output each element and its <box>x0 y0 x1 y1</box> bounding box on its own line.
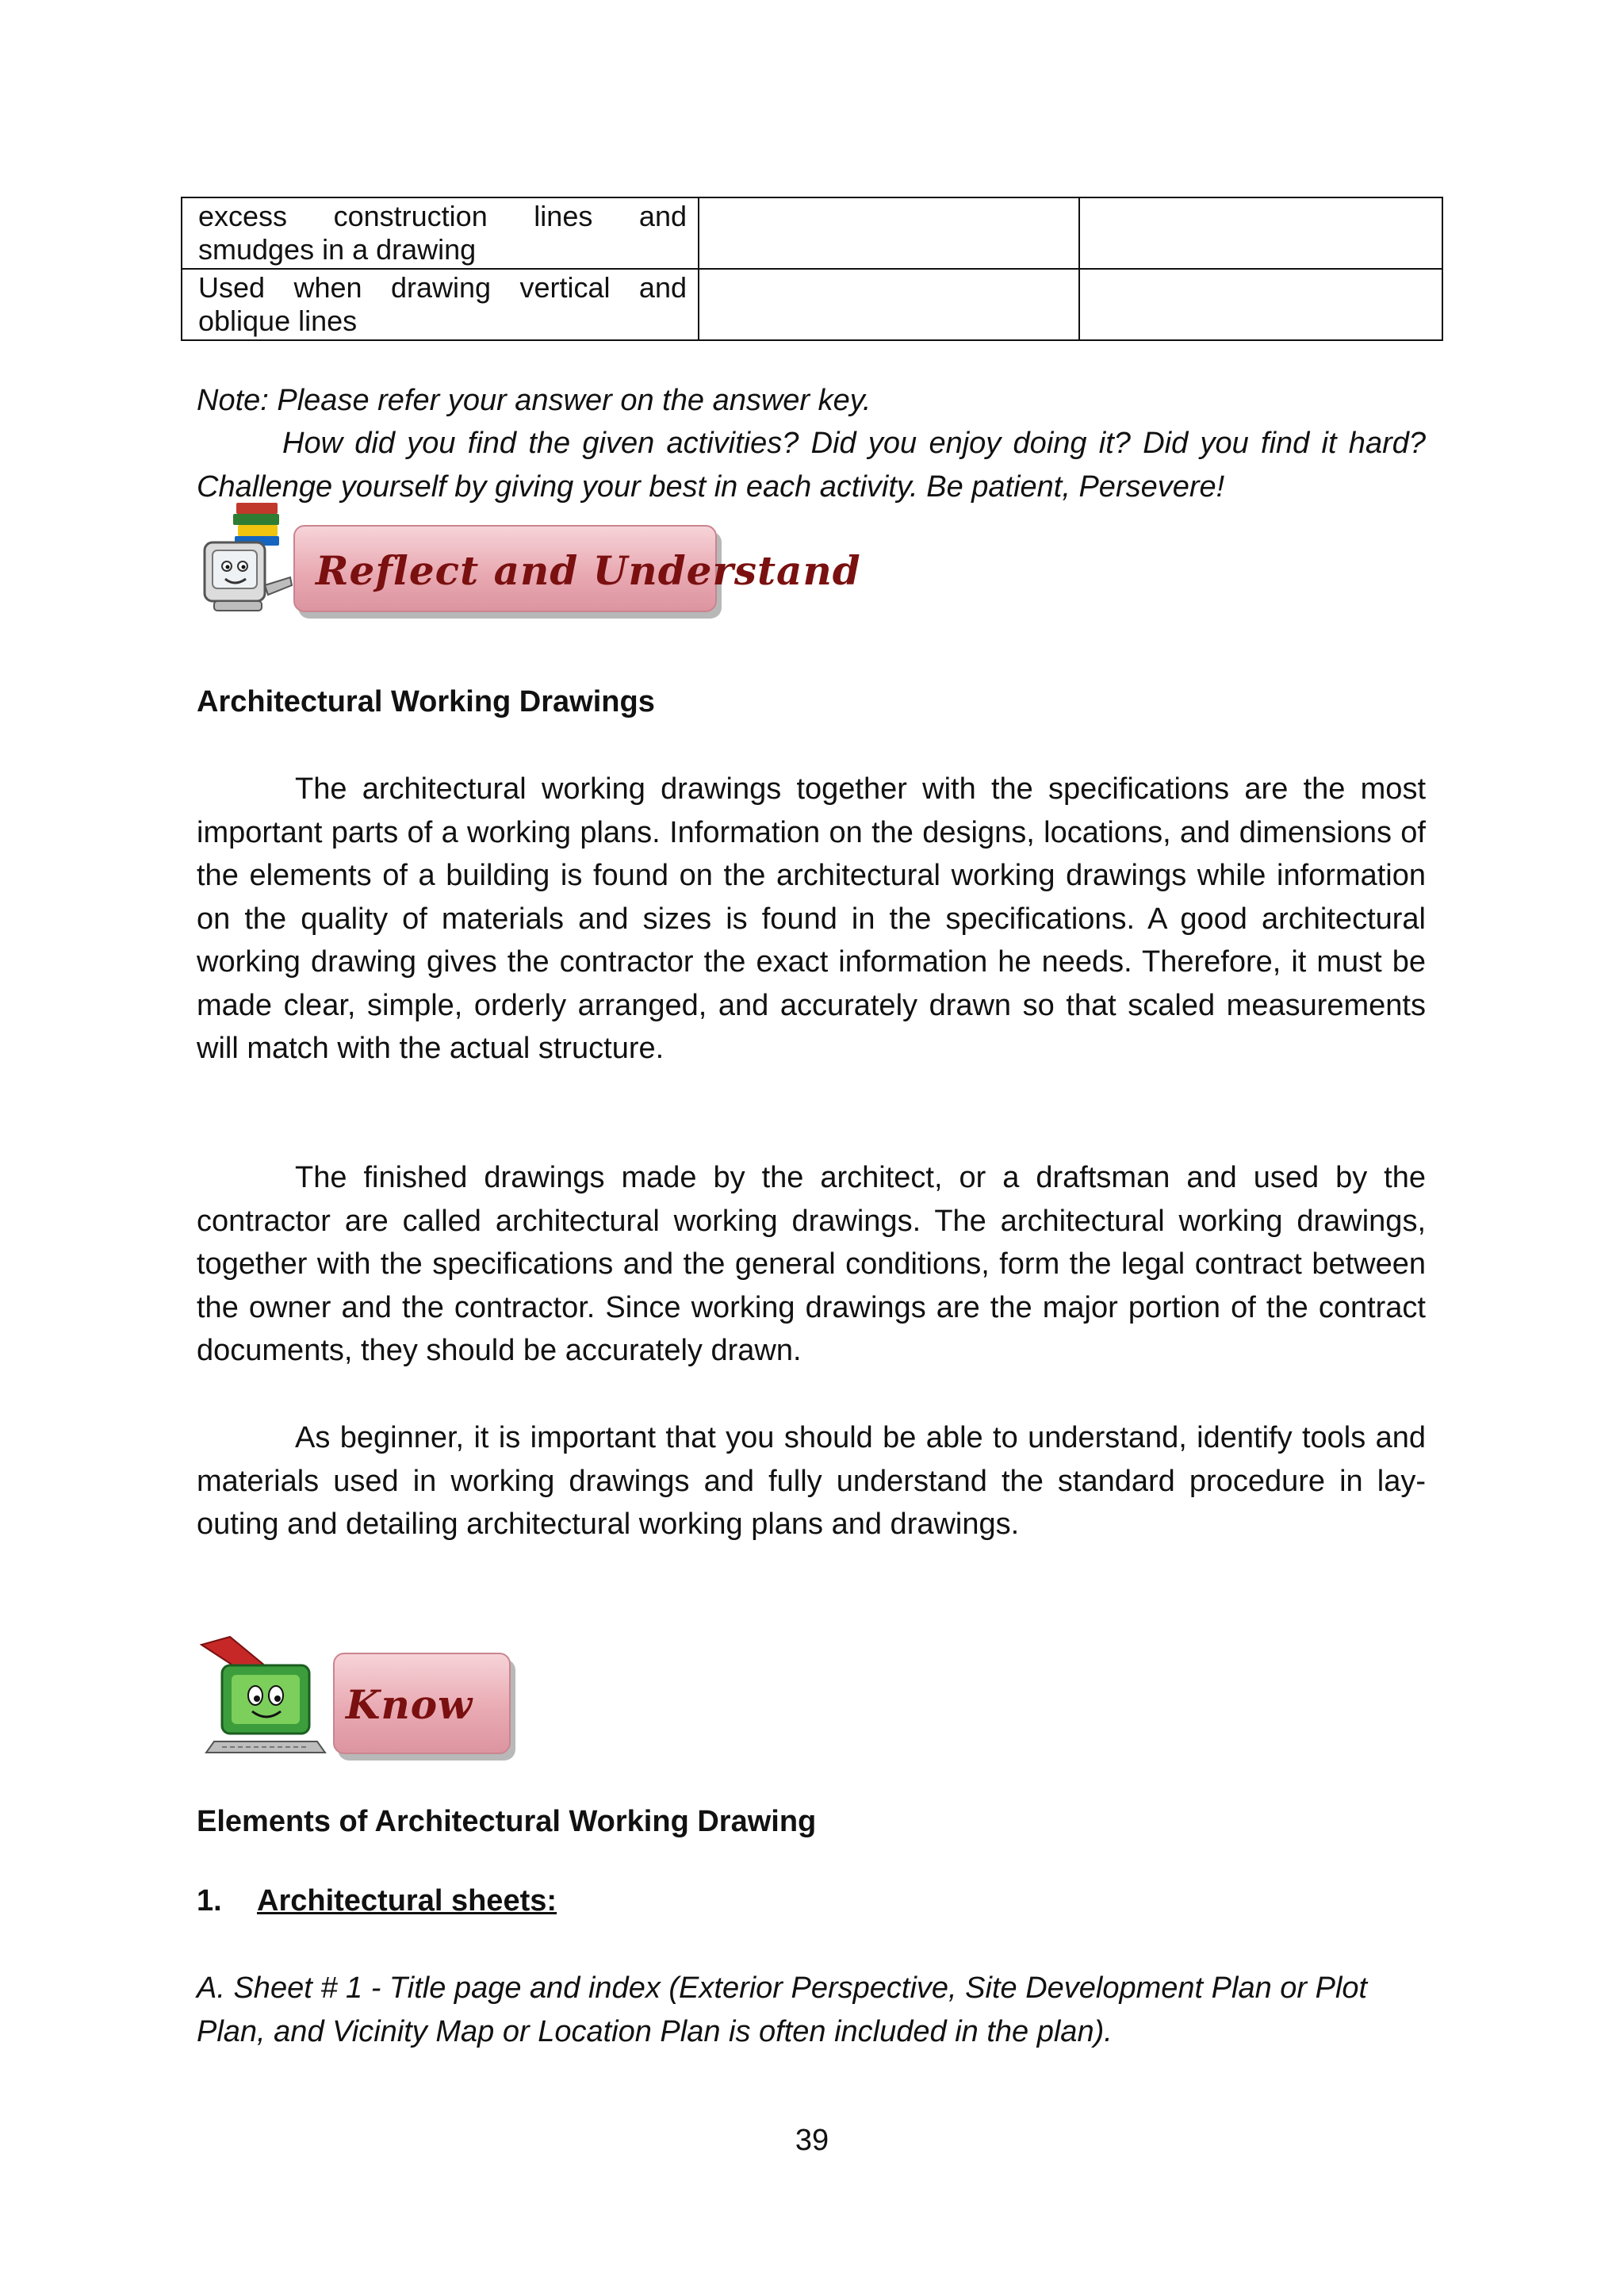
computer-with-books-icon <box>198 498 301 625</box>
table-cell-answer <box>1079 197 1442 269</box>
section-heading: Elements of Architectural Working Drawing <box>197 1805 817 1838</box>
table-cell-answer <box>699 197 1079 269</box>
body-paragraph: The finished drawings made by the architect, or a draftsman and used by the contractor are called architectural working drawings. The architectural working drawings, together with the specifications and the general conditions, form the legal contract between the owner and the contractor. Since working drawings are the major portion of the contract documents, they should be accurately drawn. <box>197 1161 1426 1367</box>
note-line: Note: Please refer your answer on the answer key. <box>197 384 871 417</box>
reflect-understand-banner <box>198 498 861 625</box>
body-paragraph: The architectural working drawings together with the specifications are the most important parts of a working plans. Information on the designs, locations, and dimensions of the elements of a building is found on the architectural working drawings while information on the quality of materials and sizes is found in the specifications. A good architectural working drawing gives the contractor the exact information he needs. Therefore, it must be made clear, simple, orderly arranged, and accurately drawn so that scaled measurements will match with the actual structure. <box>197 772 1426 1065</box>
table-cell-description: Used when drawing vertical and oblique lines <box>182 269 699 340</box>
table-cell-answer <box>1079 269 1442 340</box>
know-banner <box>198 1634 531 1761</box>
table-row <box>182 197 1442 269</box>
tools-table <box>181 197 1443 341</box>
reflect-banner-label: Reflect and Understand <box>316 547 861 594</box>
sub-item: A. Sheet # 1 - Title page and index (Exterior Perspective, Site Development Plan or Plot Plan, and Vicinity Map or Location Plan is often included in the plan). <box>197 1971 1368 2048</box>
page-number: 39 <box>795 2124 829 2157</box>
know-banner-label: Know <box>346 1681 473 1728</box>
table-cell-description: excess construction lines and smudges in a drawing <box>182 197 699 269</box>
table-row <box>182 269 1442 340</box>
list-label: Architectural sheets: <box>257 1884 557 1918</box>
table-cell-answer <box>699 269 1079 340</box>
note-paragraph: How did you find the given activities? Did you enjoy doing it? Did you find it hard? Challenge yourself by giving your best in each activity. Be patient, Persevere! <box>197 427 1426 504</box>
list-number: 1. <box>197 1884 222 1918</box>
list-item <box>197 1879 1426 1923</box>
computer-with-pencil-icon <box>198 1634 341 1761</box>
body-paragraph: As beginner, it is important that you should be able to understand, identify tools and materials used in working drawings and fully understand the standard procedure in lay-outing and detailing architectural working plans and drawings. <box>197 1421 1426 1541</box>
section-heading: Architectural Working Drawings <box>197 685 655 718</box>
